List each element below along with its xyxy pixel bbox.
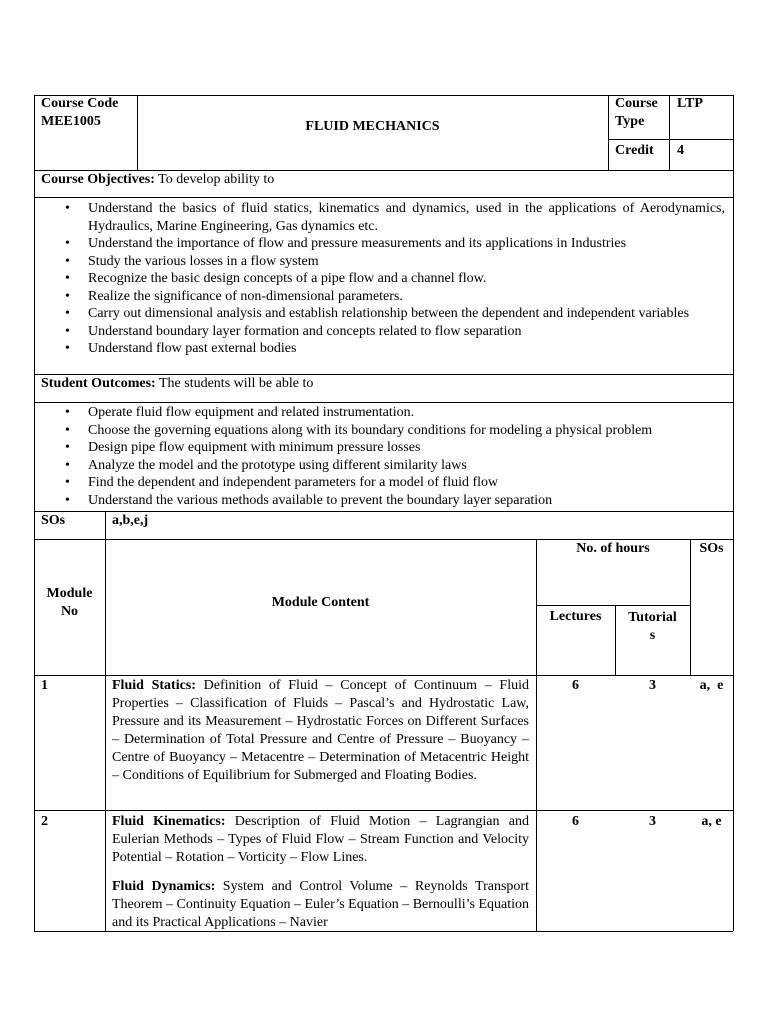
rule-objectives-label	[34, 197, 733, 198]
table-border-right	[733, 95, 734, 931]
sos-label: SOs	[41, 513, 66, 528]
module-1-sos: a, e	[699, 678, 724, 693]
rule-module-1-bottom	[34, 810, 733, 811]
rule-content-hours	[536, 539, 537, 931]
course-code-value: MEE1005	[41, 114, 101, 129]
list-item: • Operate fluid flow equipment and related instrumentation.	[41, 404, 725, 422]
list-item: • Understand flow past external bodies	[41, 340, 725, 358]
list-item: • Design pipe flow equipment with minimum pressure losses	[41, 439, 725, 457]
module-2-content-dynamics	[112, 878, 529, 932]
course-title: FLUID MECHANICS	[305, 119, 440, 134]
outcomes-heading	[41, 375, 313, 393]
course-type-label-line2: Type	[615, 114, 645, 129]
rule-hours-sub	[536, 605, 690, 606]
module-2-number: 2	[41, 814, 48, 829]
list-item: • Recognize the basic design concepts of a pipe flow and a channel flow.	[41, 270, 725, 288]
course-type-label-line1: Course	[615, 96, 658, 111]
list-item: • Understand the importance of flow and pressure measurements and its applications in Industries	[41, 235, 725, 253]
rule-hours-sos	[690, 539, 691, 675]
module-1-text: Definition of Fluid – Concept of Continuum – Fluid Properties – Classification of Fluids – Pascal’s and Hydrostatic Law, Pressure and its Measurement – Hydrostatic Forces on Different Surfaces – Determination of Total Pressure and Centre of Pressure – Buoyancy – Centre of Buoyancy – Metacentre – Determination of Metacentric Height – Conditions of Equilibrium for Submerged and Floating Bodies.	[112, 678, 529, 783]
list-item: • Study the various losses in a flow system	[41, 253, 725, 271]
sos-value: a,b,e,j	[112, 513, 149, 528]
module-2-heading: Fluid Kinematics:	[112, 814, 226, 829]
rule-outcomes-label	[34, 402, 733, 403]
module-1-content	[112, 677, 529, 785]
list-item: • Understand boundary layer formation and concepts related to flow separation	[41, 323, 725, 341]
objectives-heading	[41, 171, 274, 189]
col-header-tutorials-line1: Tutorial	[628, 610, 677, 625]
objectives-intro: To develop ability to	[154, 172, 275, 187]
list-item: • Realize the significance of non-dimensional parameters.	[41, 288, 725, 306]
rule-title-type	[608, 95, 609, 170]
col-header-module-content: Module Content	[271, 595, 370, 610]
module-2-sos: a, e	[701, 814, 722, 829]
outcomes-list	[41, 404, 725, 509]
credit-label: Credit	[615, 143, 654, 158]
module-2-heading-2: Fluid Dynamics:	[112, 879, 216, 894]
course-type-value: LTP	[677, 96, 703, 111]
col-header-module-no-line2: No	[60, 604, 79, 619]
rule-module-header-bottom	[34, 675, 733, 676]
col-header-lectures: Lectures	[549, 609, 602, 624]
list-item: • Carry out dimensional analysis and establish relationship between the dependent and independent variables	[41, 305, 725, 323]
list-item: • Find the dependent and independent parameters for a model of fluid flow	[41, 474, 725, 492]
col-header-tutorials-line2: s	[649, 628, 656, 643]
list-item: • Understand the various methods available to prevent the boundary layer separation	[41, 492, 725, 510]
module-1-tutorials: 3	[649, 678, 656, 693]
rule-course-type-credit	[608, 139, 733, 140]
module-1-heading: Fluid Statics:	[112, 678, 196, 693]
outcomes-intro: The students will be able to	[155, 376, 314, 391]
module-2-text: Description of Fluid Motion – Lagrangian and Eulerian Methods – Types of Fluid Flow – Stream Function and Velocity Potential – Rotation – Vorticity – Flow Lines.	[112, 814, 529, 865]
module-2-text-2: System and Control Volume – Reynolds Transport Theorem – Continuity Equation – Euler’s Equation – Bernoulli’s Equation and its Practical Applications – Navier	[112, 879, 529, 930]
module-2-lectures: 6	[572, 814, 579, 829]
course-code-label: Course Code	[41, 96, 119, 111]
objectives-list	[41, 200, 725, 358]
list-item: • Choose the governing equations along with its boundary conditions for modeling a physical problem	[41, 422, 725, 440]
col-header-module-no-line1: Module	[46, 586, 93, 601]
module-2-tutorials: 3	[649, 814, 656, 829]
list-item: • Analyze the model and the prototype using different similarity laws	[41, 457, 725, 475]
outcomes-label: Student Outcomes:	[41, 376, 156, 391]
list-item: • Understand the basics of fluid statics, kinematics and dynamics, used in the applications of Aerodynamics, Hydraulics, Marine Engineering, Gas dynamics etc.	[41, 200, 725, 235]
module-1-number: 1	[41, 678, 48, 693]
rule-sos-col	[105, 511, 106, 931]
col-header-sos: SOs	[699, 541, 724, 556]
table-border-left	[34, 95, 35, 931]
credit-value: 4	[677, 143, 684, 158]
objectives-label: Course Objectives:	[41, 172, 155, 187]
rule-type-value	[669, 95, 670, 170]
module-2-content-kinematics	[112, 813, 529, 867]
col-header-no-of-hours: No. of hours	[576, 541, 650, 556]
module-1-lectures: 6	[572, 678, 579, 693]
